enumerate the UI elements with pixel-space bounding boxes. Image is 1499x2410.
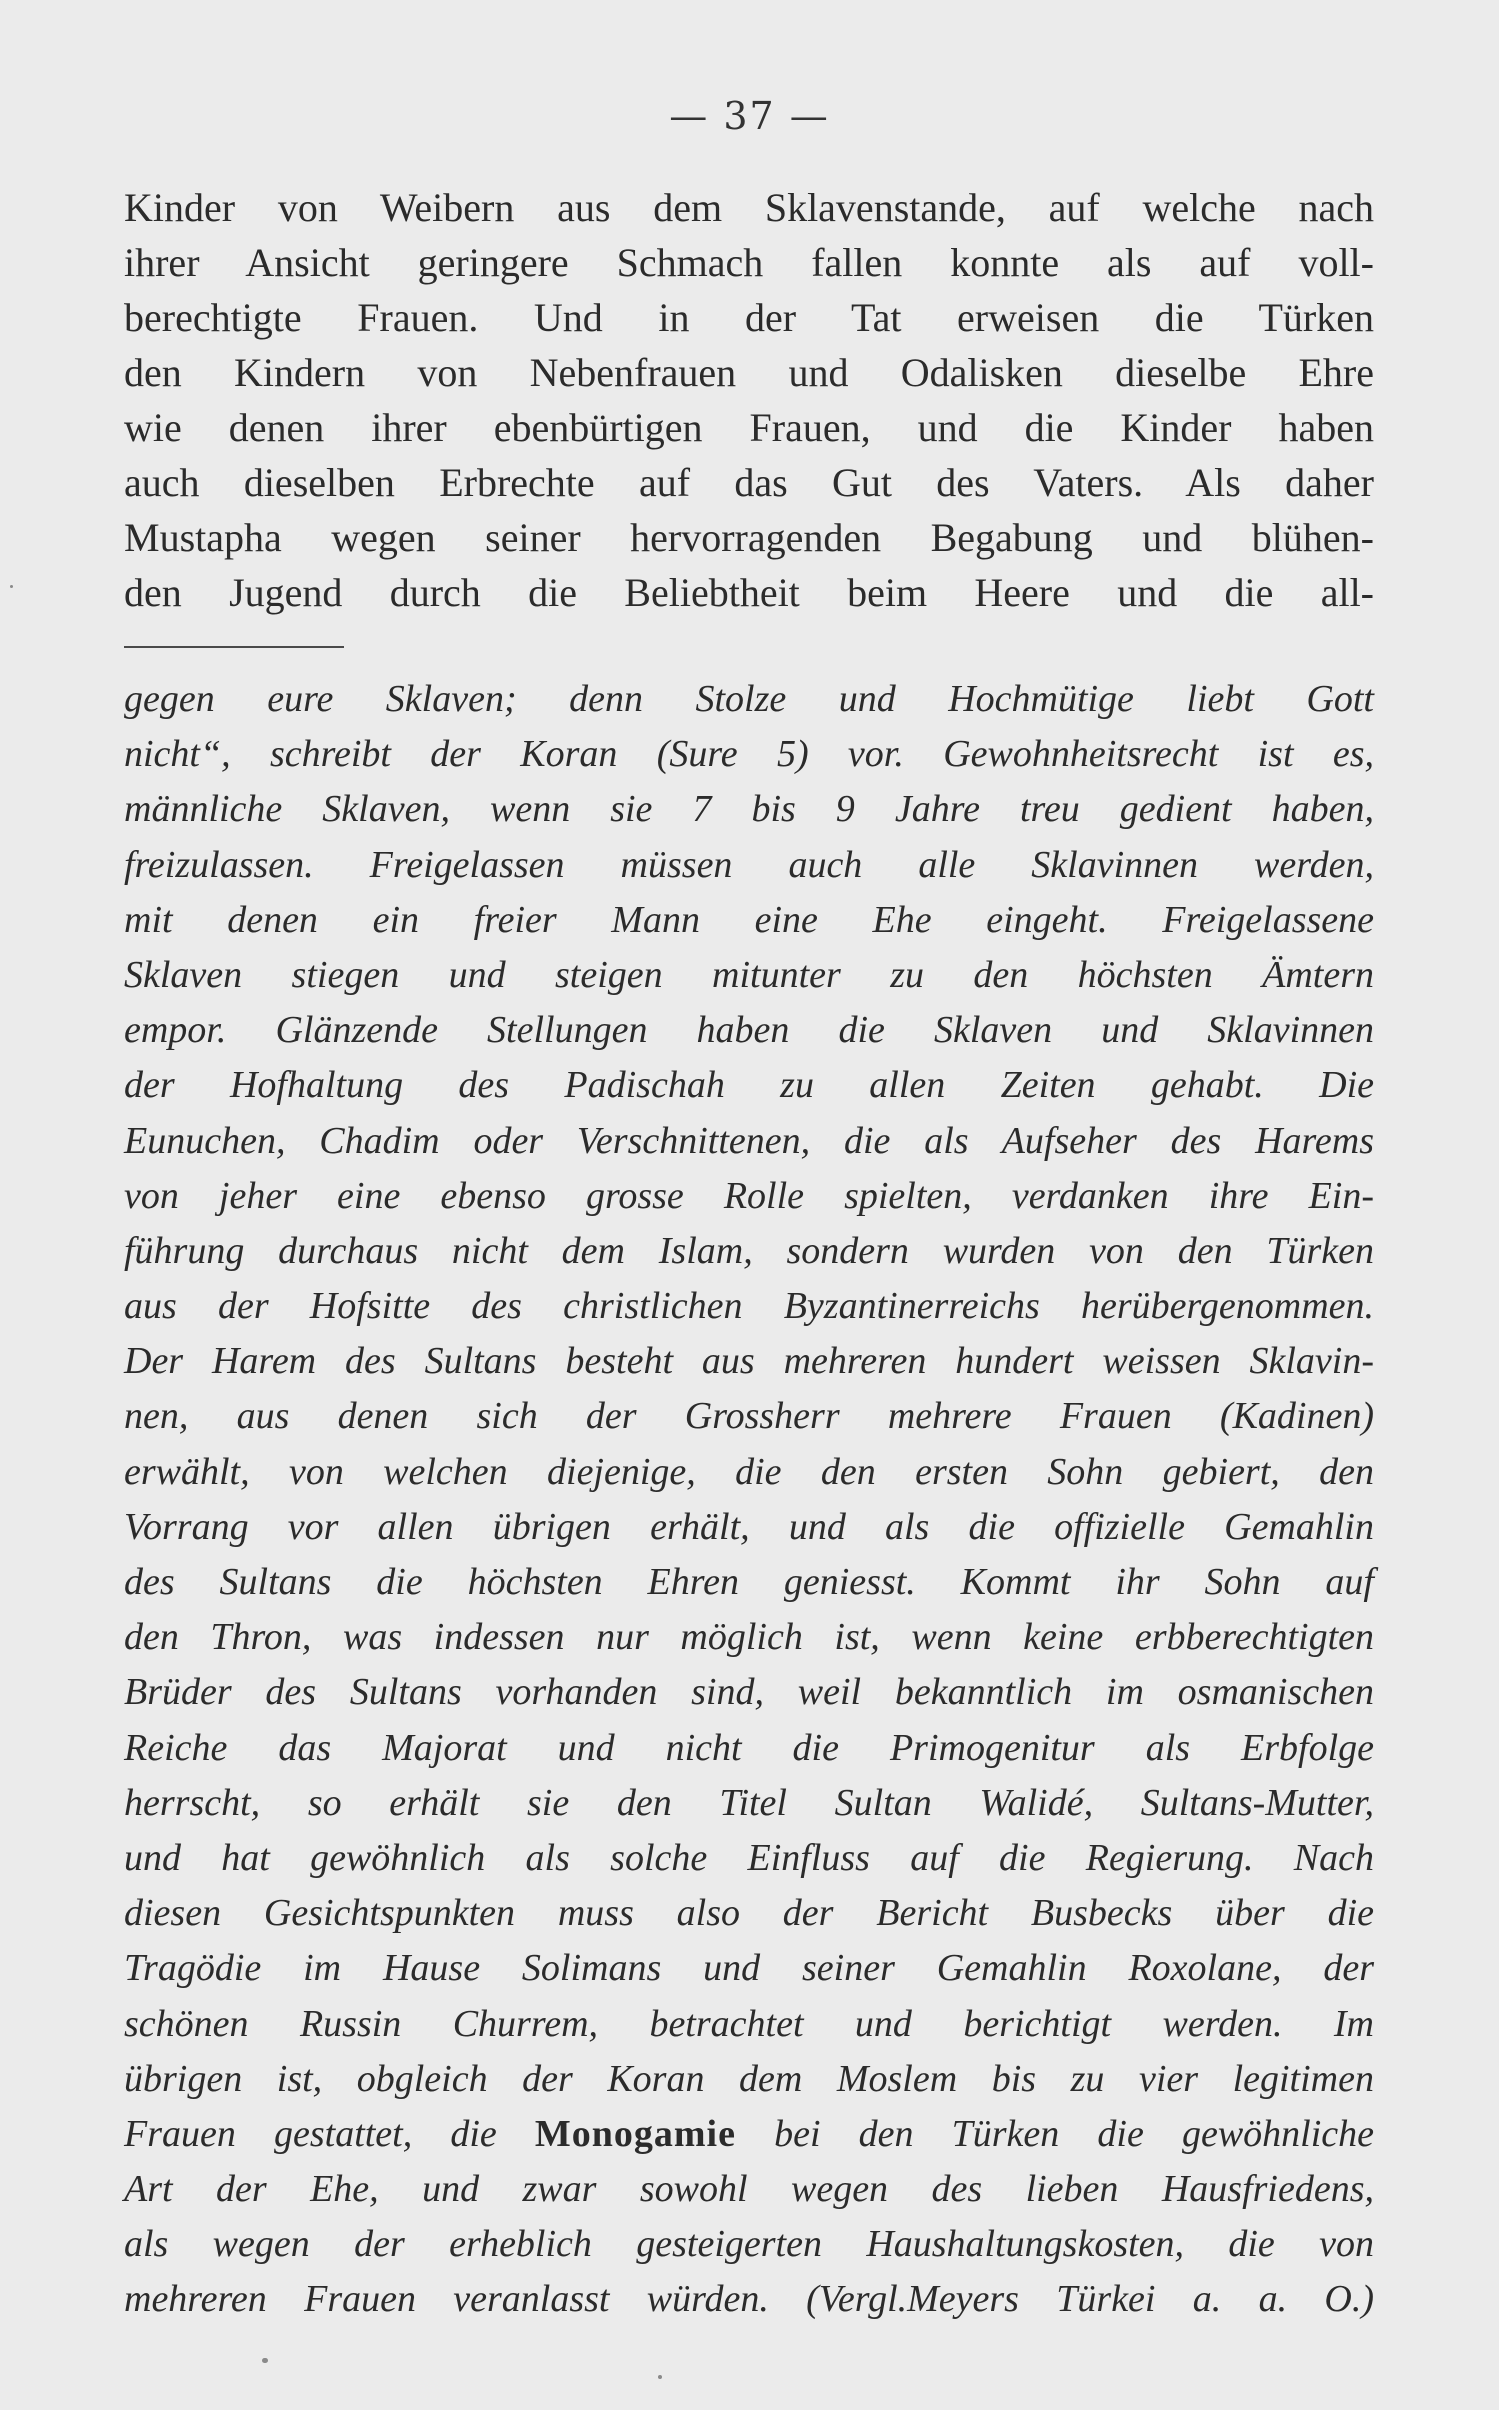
- paper-speck: [658, 2375, 662, 2379]
- paper-speck: [262, 2358, 268, 2363]
- footnote: [124, 672, 1374, 2328]
- footnote-line: übrigen ist, obgleich der Koran dem Moslem bis zu vier legitimen: [124, 2057, 1374, 2100]
- footnote-line: und hat gewöhnlich als solche Einfluss auf die Regierung. Nach: [124, 1836, 1374, 1879]
- paper-speck: [10, 585, 13, 588]
- footnote-separator: [124, 646, 344, 648]
- footnote-line: schönen Russin Churrem, betrachtet und berichtigt werden. Im: [124, 2002, 1374, 2045]
- footnote-line: nen, aus denen sich der Grossherr mehrere Frauen (Kadinen): [124, 1395, 1374, 1438]
- footnote-text: bei den Türken die gewöhnliche: [774, 2112, 1375, 2155]
- footnote-line: Brüder des Sultans vorhanden sind, weil bekanntlich im osmanischen: [124, 1671, 1374, 1714]
- footnote-line: als wegen der erheblich gesteigerten Haushaltungskosten, die von: [124, 2223, 1374, 2266]
- main-text-line: Mustapha wegen seiner hervorragenden Begabung und blühen-: [124, 515, 1374, 560]
- footnote-line: Der Harem des Sultans besteht aus mehreren hundert weissen Sklavin-: [124, 1340, 1374, 1383]
- footnote-line: des Sultans die höchsten Ehren geniesst. Kommt ihr Sohn auf: [124, 1561, 1374, 1603]
- main-text-line: den Kindern von Nebenfrauen und Odalisken dieselbe Ehre: [124, 350, 1374, 395]
- footnote-text: Frauen gestattet, die: [124, 2112, 497, 2155]
- main-paragraph: [124, 180, 1374, 620]
- main-text-line: den Jugend durch die Beliebtheit beim Heere und die all-: [124, 570, 1374, 615]
- footnote-line: Tragödie im Hause Solimans und seiner Gemahlin Roxolane, der: [124, 1947, 1374, 1990]
- footnote-line: diesen Gesichtspunkten muss also der Bericht Busbecks über die: [124, 1892, 1374, 1935]
- footnote-line: aus der Hofsitte des christlichen Byzantinerreichs herübergenommen.: [124, 1285, 1374, 1328]
- bold-term-monogamie: Monogamie: [534, 2112, 736, 2155]
- footnote-line: empor. Glänzende Stellungen haben die Sklaven und Sklavinnen: [124, 1009, 1374, 1052]
- footnote-line: nicht“, schreibt der Koran (Sure 5) vor. Gewohnheitsrecht ist es,: [124, 733, 1374, 776]
- footnote-line: Eunuchen, Chadim oder Verschnittenen, die als Aufseher des Harems: [124, 1119, 1374, 1162]
- footnote-line: männliche Sklaven, wenn sie 7 bis 9 Jahre treu gedient haben,: [124, 788, 1374, 831]
- main-text-line: berechtigte Frauen. Und in der Tat erweisen die Türken: [124, 295, 1374, 340]
- footnote-line: Sklaven stiegen und steigen mitunter zu den höchsten Ämtern: [124, 953, 1374, 996]
- main-text-line: Kinder von Weibern aus dem Sklavenstande, auf welche nach: [124, 185, 1374, 230]
- footnote-line-last: mehreren Frauen veranlasst würden. (Vergl.Meyers Türkei a. a. O.): [124, 2278, 1374, 2321]
- footnote-line: Vorrang vor allen übrigen erhält, und als die offizielle Gemahlin: [124, 1505, 1374, 1548]
- footnote-line: gegen eure Sklaven; denn Stolze und Hochmütige liebt Gott: [124, 678, 1374, 720]
- footnote-line: mit denen ein freier Mann eine Ehe eingeht. Freigelassene: [124, 898, 1374, 941]
- footnote-line: Reiche das Majorat und nicht die Primogenitur als Erbfolge: [124, 1726, 1374, 1769]
- main-text-line: auch dieselben Erbrechte auf das Gut des Vaters. Als daher: [124, 460, 1374, 505]
- footnote-line: freizulassen. Freigelassen müssen auch alle Sklavinnen werden,: [124, 843, 1374, 886]
- footnote-line: erwählt, von welchen diejenige, die den ersten Sohn gebiert, den: [124, 1450, 1374, 1493]
- main-text-line: ihrer Ansicht geringere Schmach fallen konnte als auf voll-: [124, 240, 1374, 285]
- footnote-line-monogamie: [124, 2107, 1374, 2162]
- footnote-line: den Thron, was indessen nur möglich ist, wenn keine erbberechtigten: [124, 1616, 1374, 1659]
- page-number: — 37 —: [669, 94, 830, 138]
- footnote-line: der Hofhaltung des Padischah zu allen Zeiten gehabt. Die: [124, 1064, 1374, 1107]
- footnote-line: herrscht, so erhält sie den Titel Sultan Walidé, Sultans-Mutter,: [124, 1781, 1374, 1824]
- footnote-line: Art der Ehe, und zwar sowohl wegen des lieben Hausfriedens,: [124, 2168, 1374, 2211]
- footnote-line: von jeher eine ebenso grosse Rolle spielten, verdanken ihre Ein-: [124, 1174, 1374, 1217]
- footnote-line: führung durchaus nicht dem Islam, sondern wurden von den Türken: [124, 1229, 1374, 1272]
- main-text-line: wie denen ihrer ebenbürtigen Frauen, und die Kinder haben: [124, 405, 1374, 450]
